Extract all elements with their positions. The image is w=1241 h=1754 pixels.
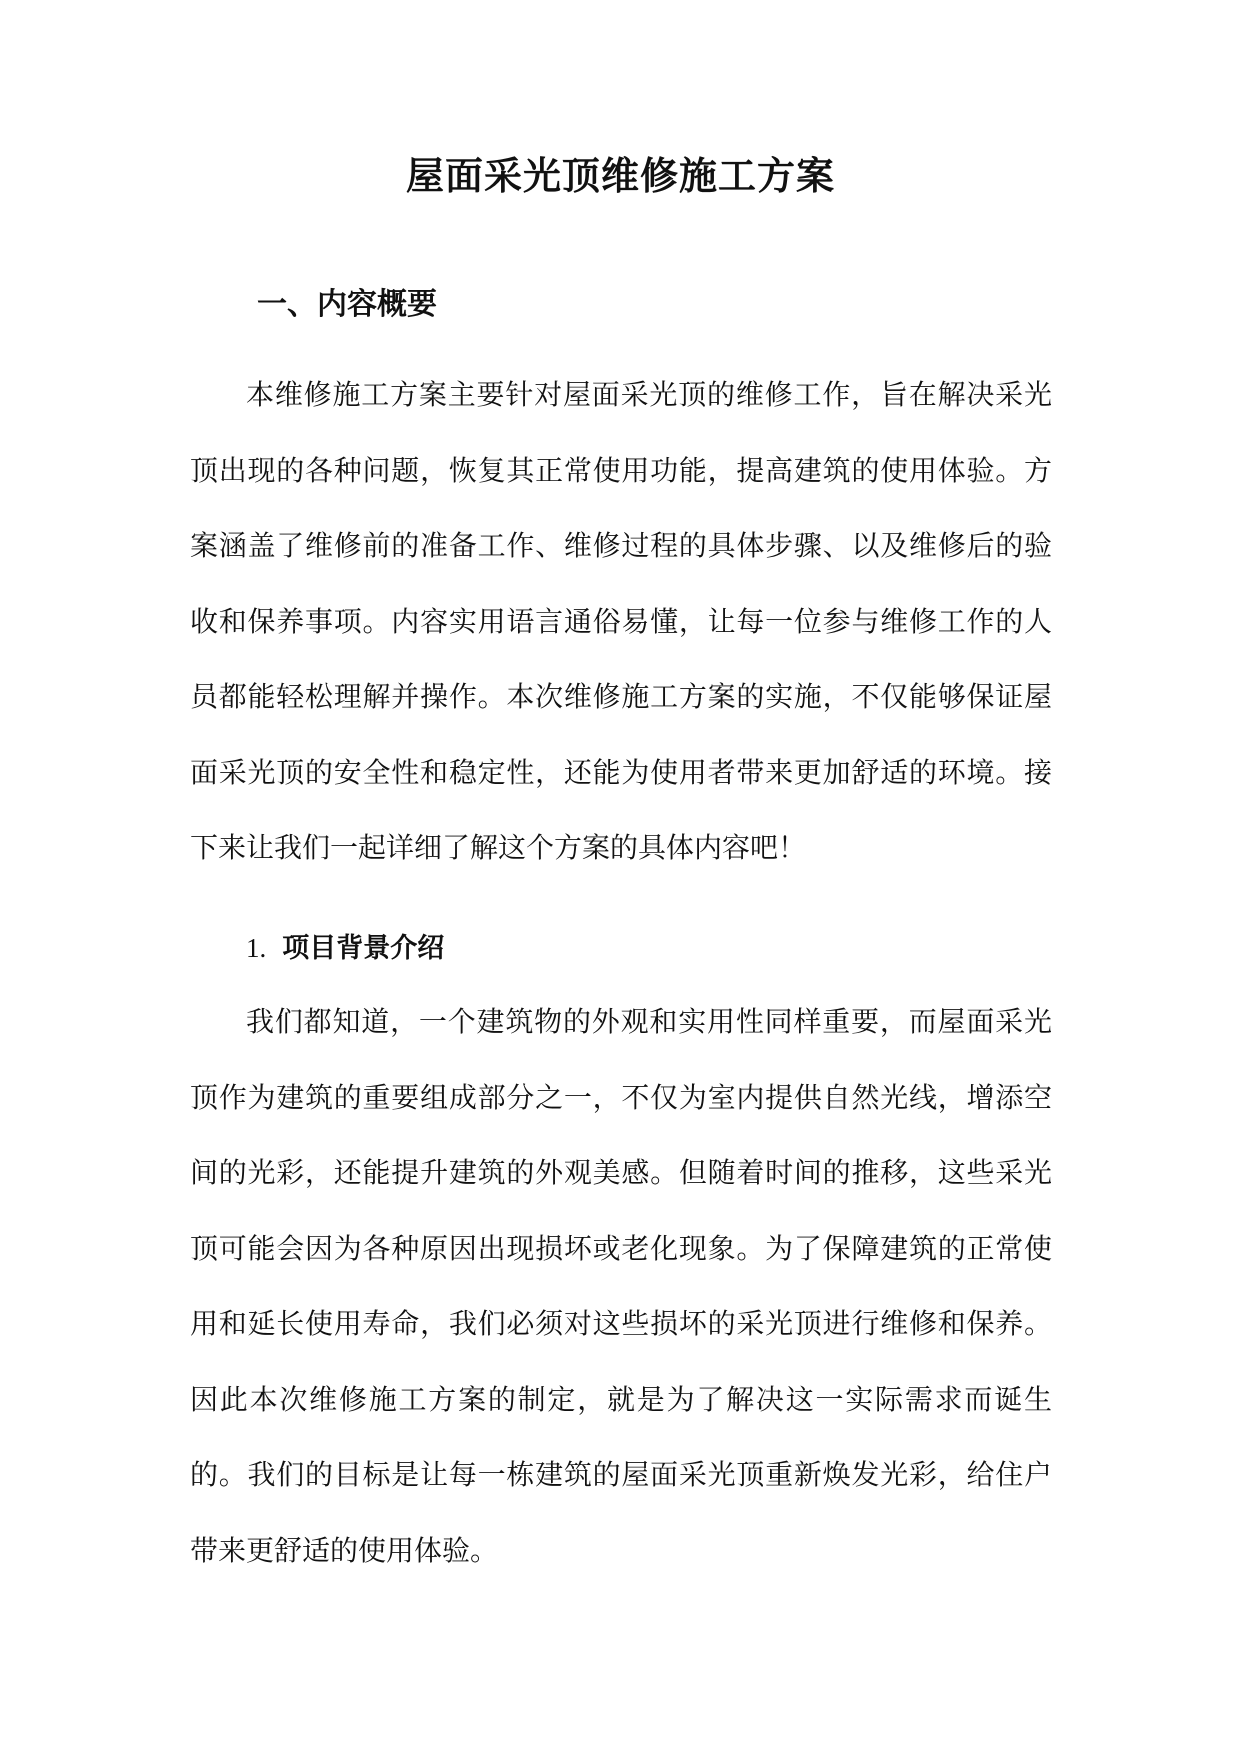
subsection-heading-background <box>246 928 444 969</box>
document-title: 屋面采光顶维修施工方案 <box>405 153 835 198</box>
background-paragraph: 我们都知道，一个建筑物的外观和实用性同样重要，而屋面采光顶作为建筑的重要组成部分之一，不仅为室内提供自然光线，增添空间的光彩，还能提升建筑的外观美感。但随着时间的推移，这些采光顶可能会因为各种原因出现损坏或老化现象。为了保障建筑的正常使用和延长使用寿命，我们必须对这些损坏的采光顶进行维修和保养。因此本次维修施工方案的制定，就是为了解决这一实际需求而诞生的。我们的目标是让每一栋建筑的屋面采光顶重新焕发光彩，给住户带来更舒适的使用体验。 <box>190 1005 1052 1567</box>
overview-paragraph: 本维修施工方案主要针对屋面采光顶的维修工作，旨在解决采光顶出现的各种问题，恢复其正常使用功能，提高建筑的使用体验。方案涵盖了维修前的准备工作、维修过程的具体步骤、以及维修后的验收和保养事项。内容实用语言通俗易懂，让每一位参与维修工作的人员都能轻松理解并操作。本次维修施工方案的实施，不仅能够保证屋面采光顶的安全性和稳定性，还能为使用者带来更加舒适的环境。接下来让我们一起详细了解这个方案的具体内容吧！ <box>190 378 1052 864</box>
section-heading-overview: 一、内容概要 <box>257 287 437 322</box>
subsection-number: 1. <box>246 933 267 963</box>
subsection-heading-text: 项目背景介绍 <box>282 933 445 964</box>
